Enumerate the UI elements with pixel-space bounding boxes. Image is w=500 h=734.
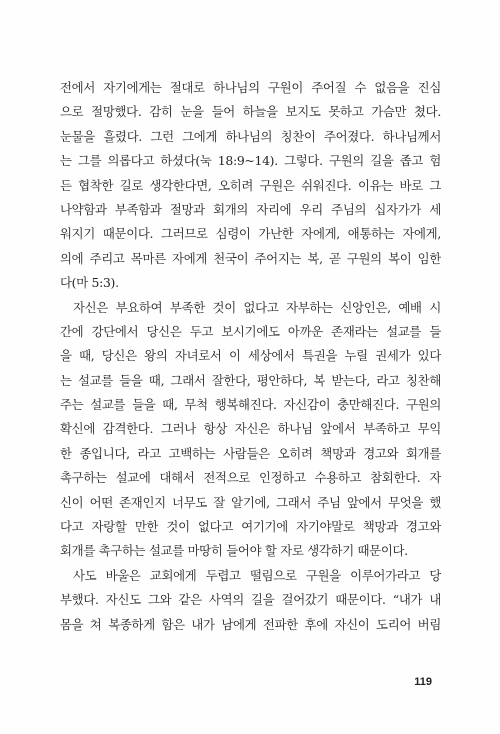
- text-line: 주는 설교를 들을 때, 무척 행복해진다. 자신감이 충만해진다. 구원의: [60, 397, 441, 413]
- text-line: 확신에 감격한다. 그러나 항상 자신은 하나님 앞에서 부족하고 무익: [60, 421, 441, 437]
- text-line: 사도 바울은 교회에게 두렵고 떨림으로 구원을 이루어가라고 당: [73, 567, 441, 583]
- text-line: 다고 자랑할 만한 것이 없다고 여기기에 자기야말로 책망과 경고와: [60, 519, 441, 535]
- text-line: 워지기 때문이다. 그러므로 심령이 가난한 자에게, 애통하는 자에게,: [60, 226, 441, 242]
- text-line: 회개를 촉구하는 설교를 마땅히 들어야 할 자로 생각하기 때문이다.: [60, 543, 408, 559]
- text-line: 부했다. 자신도 그와 같은 사역의 길을 걸어갔기 때문이다. “내가 내: [60, 592, 441, 608]
- paragraph: [60, 296, 441, 564]
- text-line: 는 그를 의롭다고 하셨다(눅 18:9~14). 그렇다. 구원의 길을 좁고 험: [60, 153, 441, 169]
- text-line: 신이 어떤 존재인지 너무도 잘 알기에, 그래서 주님 앞에서 무엇을 했: [60, 494, 441, 510]
- text-line: 눈물을 흘렸다. 그런 그에게 하나님의 칭찬이 주어졌다. 하나님께서: [60, 128, 441, 144]
- text-line: 전에서 자기에게는 절대로 하나님의 구원이 주어질 수 없음을 진심: [60, 80, 441, 95]
- text-line: 다(마 5:3).: [60, 275, 119, 291]
- text-line: 몸을 쳐 복종하게 함은 내가 남에게 전파한 후에 자신이 도리어 버림: [60, 616, 441, 632]
- text-line: 간에 강단에서 당신은 두고 보시기에도 아까운 존재라는 설교를 들: [60, 323, 441, 339]
- paragraph: [60, 76, 441, 296]
- body-text: [60, 76, 441, 637]
- text-line: 촉구하는 설교에 대해서 전적으로 인정하고 수용하고 참회한다. 자: [60, 470, 441, 486]
- paragraph: [60, 564, 441, 637]
- text-line: 으로 절망했다. 감히 눈을 들어 하늘을 보지도 못하고 가슴만 쳤다.: [60, 104, 441, 120]
- text-line: 의에 주리고 목마른 자에게 천국이 주어지는 복, 곧 구원의 복이 임한: [60, 250, 441, 266]
- text-line: 나약함과 부족함과 절망과 회개의 자리에 우리 주님의 십자가가 세: [60, 201, 441, 217]
- text-line: 는 설교를 들을 때, 그래서 잘한다, 평안하다, 복 받는다, 라고 칭찬해: [60, 372, 441, 388]
- text-line: 든 협착한 길로 생각한다면, 오히려 구원은 쉬워진다. 이유는 바로 그: [60, 177, 441, 193]
- text-line: 자신은 부요하여 부족한 것이 없다고 자부하는 신앙인은, 예배 시: [73, 299, 441, 315]
- text-line: 한 종입니다, 라고 고백하는 사람들은 오히려 책망과 경고와 회개를: [60, 445, 441, 461]
- page-number: 119: [414, 676, 432, 688]
- text-line: 을 때, 당신은 왕의 자녀로서 이 세상에서 특권을 누릴 권세가 있다: [60, 348, 441, 364]
